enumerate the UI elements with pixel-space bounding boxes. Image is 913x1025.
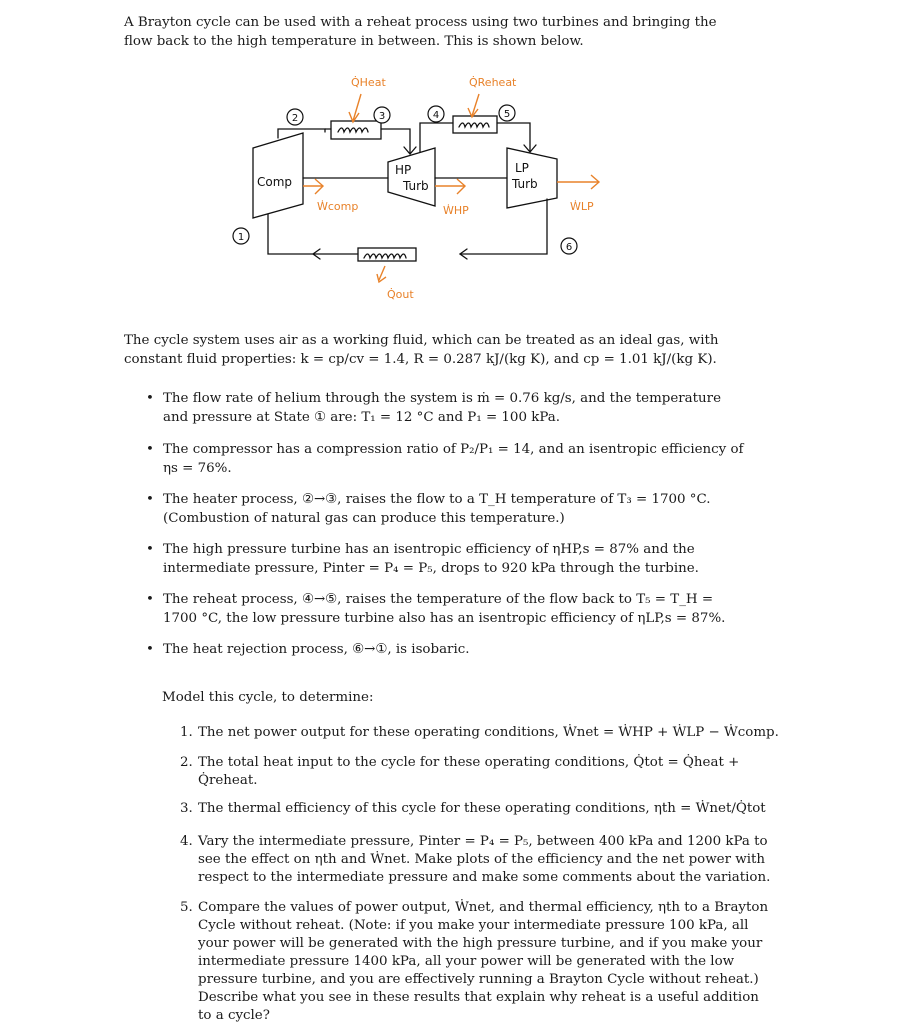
hp-turbine-shape xyxy=(388,148,435,206)
comp-label: Comp xyxy=(257,175,293,189)
w-lp-label: ẆLP xyxy=(570,200,594,213)
model-intro: Model this cycle, to determine: xyxy=(162,690,374,705)
intro-paragraph xyxy=(124,13,724,51)
state-6-label: 6 xyxy=(565,242,573,253)
hp-turb-label: Turb xyxy=(403,179,429,193)
q-out-label: Q̇out xyxy=(387,288,414,301)
w-hp-label: ẆHP xyxy=(443,204,469,217)
heater-coil xyxy=(338,128,368,132)
brayton-reheat-diagram xyxy=(225,66,625,311)
cooler-coil xyxy=(364,254,406,258)
state-1-label: 1 xyxy=(237,232,245,243)
reheater-coil xyxy=(459,123,489,127)
lp-turb-label: Turb xyxy=(512,177,538,191)
state-4-label: 4 xyxy=(432,110,440,121)
pipe-6 xyxy=(460,199,547,254)
q-reheat-label: Q̇Reheat xyxy=(469,76,517,89)
state-2-label: 2 xyxy=(291,113,299,124)
intro-line-1: A Brayton cycle can be used with a reheat process using two turbines and bringing the xyxy=(124,15,717,30)
w-comp-label: Ẇcomp xyxy=(317,200,359,213)
reheater-box xyxy=(453,116,497,133)
lp-label: LP xyxy=(515,161,529,175)
properties-paragraph xyxy=(124,331,724,369)
properties-line-2: constant fluid properties: k = cp/cv = 1.4, R = 0.287 kJ/(kg K), and cp = 1.01 kJ/(kg K). xyxy=(124,352,717,367)
pipe-1 xyxy=(268,214,358,254)
pipe-4 xyxy=(420,123,453,152)
q-heat-label: Q̇Heat xyxy=(351,76,386,89)
hp-label: HP xyxy=(395,163,412,177)
properties-line-1: The cycle system uses air as a working fluid, which can be treated as an ideal gas, with xyxy=(124,333,719,348)
intro-line-2: flow back to the high temperature in between. This is shown below. xyxy=(124,34,584,49)
state-3-label: 3 xyxy=(378,111,386,122)
state-5-label: 5 xyxy=(503,109,511,120)
